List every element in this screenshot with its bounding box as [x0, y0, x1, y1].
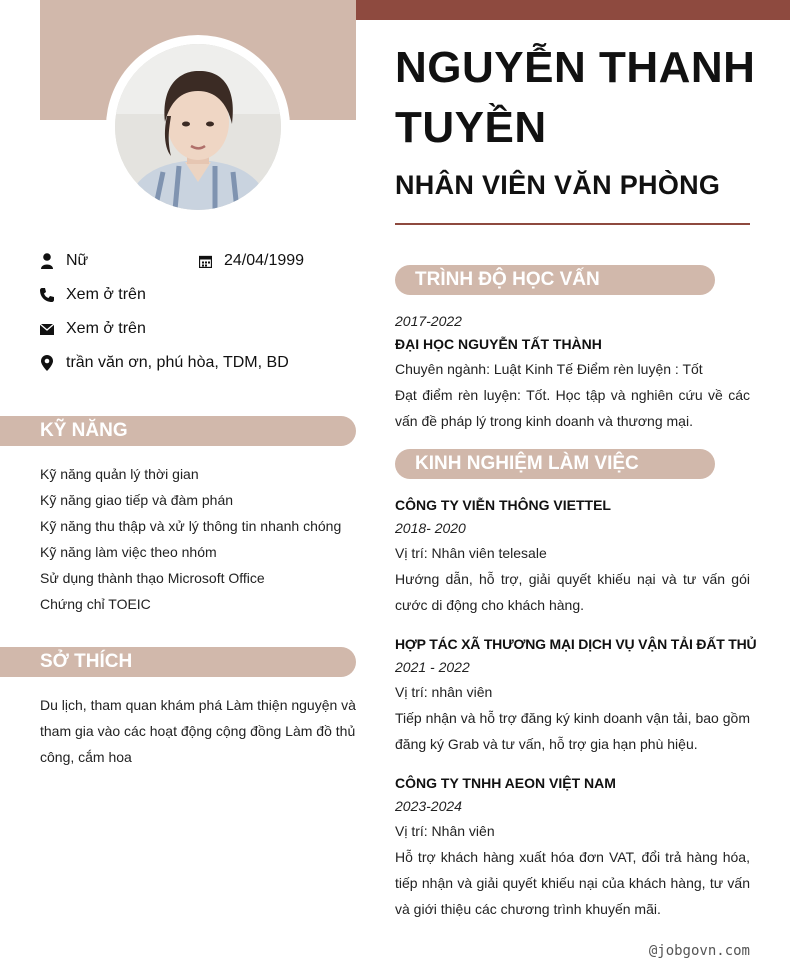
address-row	[40, 354, 289, 372]
skills-heading: KỸ NĂNG	[0, 416, 356, 446]
skill-item: Kỹ năng làm việc theo nhóm	[40, 544, 217, 560]
job-title: NHÂN VIÊN VĂN PHÒNG	[395, 170, 721, 200]
candidate-name: NGUYỄN THANH TUYỀN	[395, 43, 756, 152]
job-period: 2021 - 2022	[395, 659, 470, 675]
skill-item: Kỹ năng thu thập và xử lý thông tin nhanh chóng	[40, 518, 342, 534]
education-period: 2017-2022	[395, 313, 462, 329]
job-description: Hỗ trợ khách hàng xuất hóa đơn VAT, đổi trả hàng hóa, tiếp nhận và giải quyết khiếu nại của khách hàng, tư vấn và giới thiệu các chương trình khuyến mãi.	[395, 849, 750, 917]
job-entry	[395, 494, 750, 618]
job-period: 2023-2024	[395, 798, 462, 814]
job-role: Vị trí: Nhân viên	[395, 823, 495, 839]
school-name: ĐẠI HỌC NGUYỄN TẤT THÀNH	[395, 336, 602, 352]
phone-row	[40, 286, 146, 304]
gender-row	[40, 252, 88, 270]
skill-item: Kỹ năng giao tiếp và đàm phán	[40, 492, 234, 508]
hobbies-text: Du lịch, tham quan khám phá Làm thiện nguyện và tham gia vào các hoạt động cộng đồng Làm đồ thủ công, cắm hoa	[40, 697, 356, 765]
job-role: Vị trí: Nhân viên telesale	[395, 545, 547, 561]
job-company: CÔNG TY VIỄN THÔNG VIETTEL	[395, 497, 611, 513]
email-row	[40, 320, 146, 338]
skill-item: Chứng chỉ TOEIC	[40, 596, 151, 612]
envelope-icon	[40, 321, 54, 337]
gender-value: Nữ	[66, 252, 89, 269]
user-icon	[40, 253, 54, 269]
phone-icon	[40, 287, 54, 303]
job-company: HỢP TÁC XÃ THƯƠNG MẠI DỊCH VỤ VẬN TẢI ĐẤT THỦ	[395, 636, 757, 652]
job-entry	[395, 772, 750, 922]
education-detail: Đạt điểm rèn luyện: Tốt. Học tập và nghiên cứu về các vấn đề pháp lý trong kinh doanh và thương mại.	[395, 387, 750, 429]
footer-watermark: @jobgovn.com	[648, 943, 750, 959]
job-company: CÔNG TY TNHH AEON VIỆT NAM	[395, 775, 616, 791]
phone-value: Xem ở trên	[66, 286, 146, 303]
education-heading: TRÌNH ĐỘ HỌC VẤN	[395, 265, 715, 295]
job-role: Vị trí: nhân viên	[395, 684, 493, 700]
birthday-value: 24/04/1999	[224, 252, 305, 269]
education-major: Chuyên ngành: Luật Kinh Tế Điểm rèn luyện : Tốt	[395, 361, 703, 377]
experience-heading: KINH NGHIỆM LÀM VIỆC	[395, 449, 715, 479]
hobbies-heading: SỞ THÍCH	[0, 647, 356, 677]
skills-list	[40, 461, 341, 617]
skill-item: Sử dụng thành thạo Microsoft Office	[40, 570, 265, 586]
email-value: Xem ở trên	[66, 320, 146, 337]
job-period: 2018- 2020	[395, 520, 466, 536]
job-description: Hướng dẫn, hỗ trợ, giải quyết khiếu nại và tư vấn gói cước di động cho khách hàng.	[395, 571, 750, 613]
job-description: Tiếp nhận và hỗ trợ đăng ký kinh doanh vận tải, bao gồm đăng ký Grab và tư vấn, hỗ trợ gia hạn phù hiệu.	[395, 710, 750, 752]
job-entry	[395, 633, 757, 757]
title-divider	[395, 223, 750, 225]
calendar-icon	[198, 253, 212, 269]
avatar	[115, 44, 281, 210]
education-entry	[395, 310, 750, 434]
address-value: trần văn ơn, phú hòa, TDM, BD	[66, 354, 289, 371]
birthday-row	[198, 252, 304, 270]
skill-item: Kỹ năng quản lý thời gian	[40, 466, 199, 482]
map-pin-icon	[40, 355, 54, 371]
top-accent-bar	[356, 0, 790, 20]
